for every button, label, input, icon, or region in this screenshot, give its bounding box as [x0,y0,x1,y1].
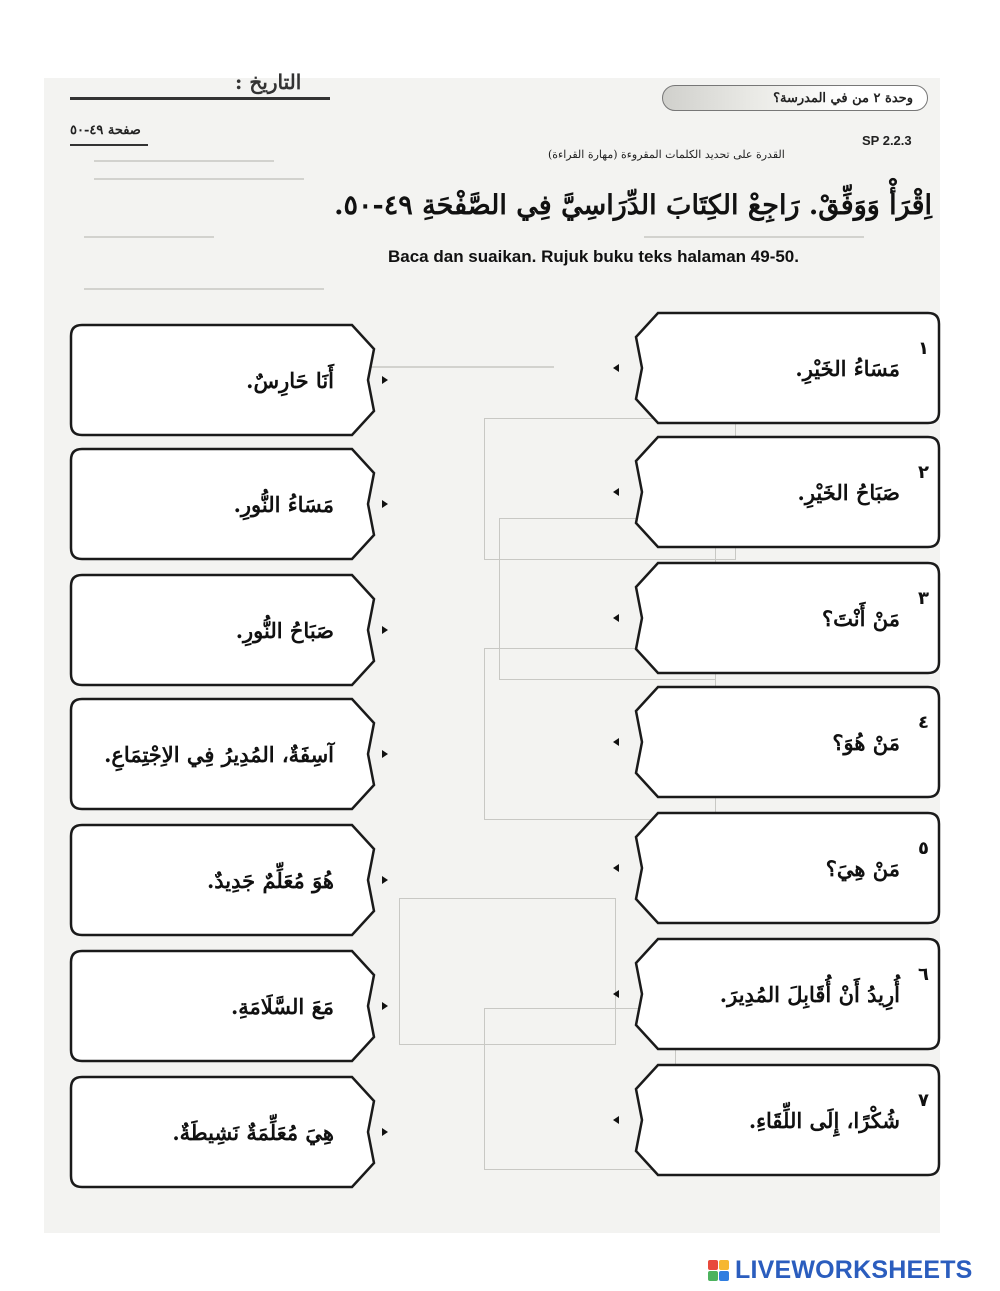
answer-connector-arrow-icon[interactable] [382,1002,388,1010]
question-card[interactable] [626,560,942,676]
answer-connector-arrow-icon[interactable] [382,1128,388,1136]
question-number: ٧ [918,1090,929,1111]
question-connector-arrow-icon[interactable] [613,364,619,372]
faded-background-line [644,236,864,238]
brand-name: LIVEWORKSHEETS [735,1256,973,1284]
question-connector-arrow-icon[interactable] [613,990,619,998]
liveworksheets-brand [708,1256,973,1285]
standard-code: SP 2.2.3 [862,133,912,148]
answer-text: صَبَاحُ النُّورِ. [235,617,334,643]
question-number: ٣ [918,588,929,609]
answer-connector-arrow-icon[interactable] [382,876,388,884]
answer-connector-arrow-icon[interactable] [382,376,388,384]
answer-text: آسِفَةٌ، المُدِيرُ فِي الاِجْتِمَاعِ. [104,741,334,767]
faded-background-line [84,288,324,290]
question-connector-arrow-icon[interactable] [613,488,619,496]
question-card[interactable] [626,1062,942,1178]
question-number: ١ [918,338,929,359]
question-card[interactable] [626,434,942,550]
logo-square-blue [719,1271,729,1281]
unit-banner: وحدة ٢ من في المدرسة؟ [662,85,928,111]
answer-connector-arrow-icon[interactable] [382,750,388,758]
answer-card[interactable] [68,1074,384,1190]
logo-square-yellow [719,1260,729,1270]
page-reference-underline [70,144,148,146]
answer-text: هُوَ مُعَلِّمٌ جَدِيدٌ. [206,867,334,893]
question-card[interactable] [626,810,942,926]
card-shape [68,948,384,1064]
question-connector-arrow-icon[interactable] [613,1116,619,1124]
answer-text: أَنَا حَارِسٌ. [246,367,334,393]
card-shape [68,322,384,438]
answer-card[interactable] [68,948,384,1064]
question-card[interactable] [626,684,942,800]
question-number: ٥ [918,838,929,859]
question-card[interactable] [626,936,942,1052]
learning-standard: القدرة على تحديد الكلمات المقروءة (مهارة القراءة) [548,148,785,161]
logo-square-red [708,1260,718,1270]
question-text: مَسَاءُ الخَيْرِ. [795,355,900,381]
question-card[interactable] [626,310,942,426]
question-text: مَنْ أَنْتَ؟ [822,605,900,631]
card-shape [68,572,384,688]
question-connector-arrow-icon[interactable] [613,614,619,622]
faded-background-line [94,178,304,180]
card-shape [68,446,384,562]
date-underline [70,97,330,100]
answer-text: مَسَاءُ النُّورِ. [233,491,334,517]
question-number: ٢ [918,462,929,483]
answer-card[interactable] [68,446,384,562]
question-text: مَنْ هُوَ؟ [832,729,900,755]
instruction-malay: Baca dan suaikan. Rujuk buku teks halaman 49-50. [388,247,799,266]
date-label: التاريخ : [235,70,302,94]
answer-card[interactable] [68,822,384,938]
page-reference: صفحة ٤٩-٥٠ [70,123,141,138]
liveworksheets-logo-icon [708,1260,729,1281]
answer-text: مَعَ السَّلَامَةِ. [230,993,334,1019]
answer-connector-arrow-icon[interactable] [382,626,388,634]
answer-card[interactable] [68,322,384,438]
instruction-arabic: اِقْرَأْ وَوَفِّقْ. رَاجِعْ الكِتَابَ الدِّرَاسِيَّ فِي الصَّفْحَةِ ٤٩-٥٠. [334,190,932,221]
answer-connector-arrow-icon[interactable] [382,500,388,508]
question-number: ٤ [918,712,929,733]
question-connector-arrow-icon[interactable] [613,738,619,746]
question-text: أُرِيدُ أَنْ أُقَابِلَ المُدِيرَ. [719,981,900,1007]
question-connector-arrow-icon[interactable] [613,864,619,872]
question-text: شُكْرًا، إِلَى اللِّقَاءِ. [748,1107,900,1133]
question-text: صَبَاحُ الخَيْرِ. [797,479,900,505]
answer-card[interactable] [68,572,384,688]
answer-text: هِيَ مُعَلِّمَةٌ نَشِيطَةٌ. [172,1119,334,1145]
question-text: مَنْ هِيَ؟ [825,855,900,881]
answer-card[interactable] [68,696,384,812]
faded-background-line [84,236,214,238]
faded-background-line [94,160,274,162]
question-number: ٦ [918,964,929,985]
logo-square-green [708,1271,718,1281]
